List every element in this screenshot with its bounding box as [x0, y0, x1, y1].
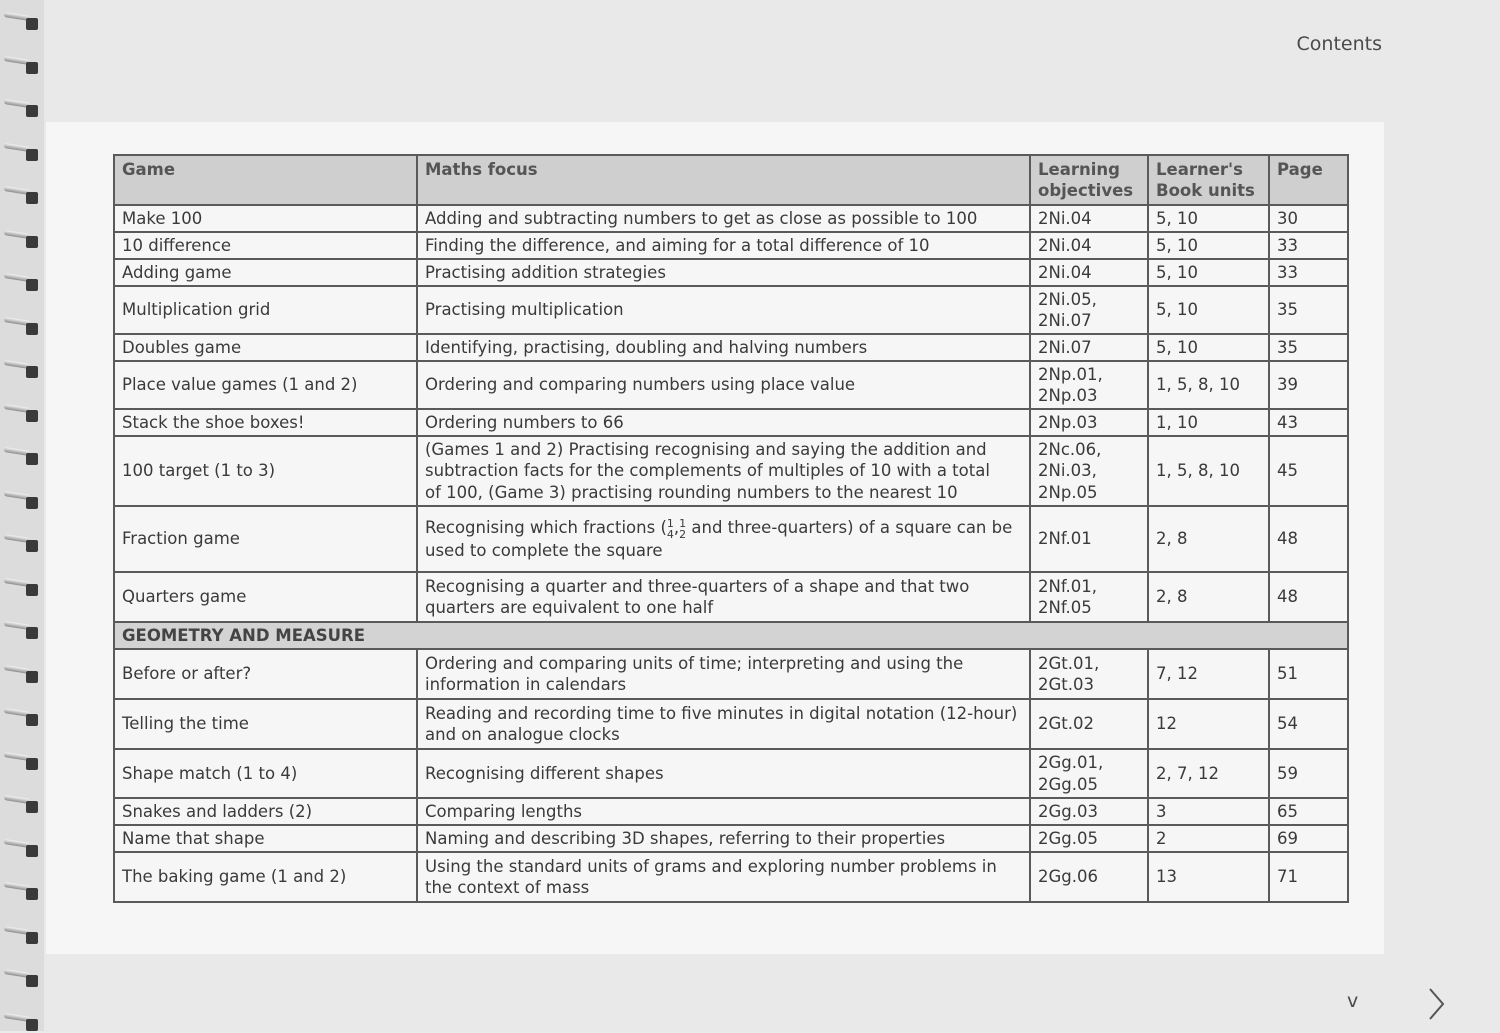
cell-page: 45	[1269, 436, 1348, 506]
spiral-coil	[4, 750, 38, 772]
cell-game: Quarters game	[114, 572, 417, 622]
cell-game: Before or after?	[114, 649, 417, 699]
spiral-coil	[4, 10, 38, 32]
chevron-right-icon[interactable]	[1424, 986, 1448, 1022]
table-row	[114, 825, 1348, 852]
cell-page: 35	[1269, 286, 1348, 334]
cell-units: 13	[1148, 852, 1269, 902]
cell-game: Multiplication grid	[114, 286, 417, 334]
table-row	[114, 436, 1348, 506]
cell-objectives: 2Ni.04	[1030, 205, 1148, 232]
table-row	[114, 409, 1348, 436]
spiral-coil	[4, 880, 38, 902]
cell-units: 2	[1148, 825, 1269, 852]
spiral-coil	[4, 576, 38, 598]
cell-focus: Recognising a quarter and three-quarters of a shape and that two quarters are equivalent to one half	[417, 572, 1030, 622]
cell-objectives: 2Nc.06, 2Ni.03, 2Np.05	[1030, 436, 1148, 506]
cell-units: 5, 10	[1148, 205, 1269, 232]
cell-focus: Finding the difference, and aiming for a total difference of 10	[417, 232, 1030, 259]
cell-game: Snakes and ladders (2)	[114, 798, 417, 825]
cell-focus	[417, 506, 1030, 572]
cell-units: 5, 10	[1148, 232, 1269, 259]
cell-focus: Ordering numbers to 66	[417, 409, 1030, 436]
table-row	[114, 649, 1348, 699]
table-row	[114, 572, 1348, 622]
cell-game: The baking game (1 and 2)	[114, 852, 417, 902]
table-row	[114, 334, 1348, 361]
spiral-coil	[4, 402, 38, 424]
spiral-binding	[0, 0, 44, 1031]
cell-objectives: 2Gg.03	[1030, 798, 1148, 825]
cell-page: 65	[1269, 798, 1348, 825]
spiral-coil	[4, 141, 38, 163]
cell-page: 43	[1269, 409, 1348, 436]
fraction-denominator: 2	[679, 527, 687, 541]
table-row	[114, 506, 1348, 572]
cell-page: 71	[1269, 852, 1348, 902]
cell-page: 54	[1269, 699, 1348, 749]
cell-page: 69	[1269, 825, 1348, 852]
fraction-one-quarter	[667, 518, 674, 540]
spiral-coil	[4, 967, 38, 989]
cell-objectives: 2Gg.06	[1030, 852, 1148, 902]
cell-game: 100 target (1 to 3)	[114, 436, 417, 506]
cell-units: 2, 8	[1148, 572, 1269, 622]
spiral-coil	[4, 315, 38, 337]
cell-game: 10 difference	[114, 232, 417, 259]
table-row	[114, 699, 1348, 749]
cell-objectives: 2Ni.07	[1030, 334, 1148, 361]
cell-objectives: 2Ni.05, 2Ni.07	[1030, 286, 1148, 334]
cell-objectives: 2Gt.02	[1030, 699, 1148, 749]
cell-objectives: 2Np.03	[1030, 409, 1148, 436]
contents-table	[113, 154, 1349, 903]
cell-page: 35	[1269, 334, 1348, 361]
fraction-numerator: 1	[666, 516, 674, 530]
cell-focus: Adding and subtracting numbers to get as close as possible to 100	[417, 205, 1030, 232]
cell-focus: Ordering and comparing units of time; interpreting and using the information in calendars	[417, 649, 1030, 699]
cell-game: Fraction game	[114, 506, 417, 572]
cell-objectives: 2Gt.01, 2Gt.03	[1030, 649, 1148, 699]
cell-game: Shape match (1 to 4)	[114, 749, 417, 798]
spiral-coil	[4, 489, 38, 511]
cell-focus: Practising multiplication	[417, 286, 1030, 334]
focus-text-pre: Recognising which fractions (	[425, 518, 667, 538]
cell-units: 2, 7, 12	[1148, 749, 1269, 798]
cell-units: 1, 5, 8, 10	[1148, 436, 1269, 506]
cell-objectives: 2Np.01, 2Np.03	[1030, 361, 1148, 409]
cell-objectives: 2Ni.04	[1030, 232, 1148, 259]
cell-units: 3	[1148, 798, 1269, 825]
spiral-coil	[4, 663, 38, 685]
cell-units: 5, 10	[1148, 334, 1269, 361]
table-row	[114, 259, 1348, 286]
cell-page: 33	[1269, 259, 1348, 286]
column-header-maths-focus: Maths focus	[417, 155, 1030, 205]
cell-focus: Naming and describing 3D shapes, referring to their properties	[417, 825, 1030, 852]
cell-units: 12	[1148, 699, 1269, 749]
cell-focus: Identifying, practising, doubling and halving numbers	[417, 334, 1030, 361]
column-header-learners-book-units: Learner's Book units	[1148, 155, 1269, 205]
spiral-coil	[4, 97, 38, 119]
cell-objectives: 2Nf.01, 2Nf.05	[1030, 572, 1148, 622]
spiral-coil	[4, 706, 38, 728]
cell-focus: Ordering and comparing numbers using place value	[417, 361, 1030, 409]
table-header-row	[114, 155, 1348, 205]
spiral-coil	[4, 358, 38, 380]
cell-game: Place value games (1 and 2)	[114, 361, 417, 409]
spiral-coil	[4, 184, 38, 206]
spiral-coil	[4, 619, 38, 641]
spiral-coil	[4, 837, 38, 859]
cell-units: 1, 5, 8, 10	[1148, 361, 1269, 409]
header-title: Contents	[1296, 33, 1382, 55]
cell-page: 39	[1269, 361, 1348, 409]
table-row	[114, 361, 1348, 409]
cell-page: 59	[1269, 749, 1348, 798]
cell-focus: Comparing lengths	[417, 798, 1030, 825]
fraction-denominator: 4	[666, 527, 674, 541]
spiral-coil	[4, 228, 38, 250]
cell-focus: Using the standard units of grams and exploring number problems in the context of mass	[417, 852, 1030, 902]
cell-focus: Reading and recording time to five minutes in digital notation (12-hour) and on analogue clocks	[417, 699, 1030, 749]
column-header-game: Game	[114, 155, 417, 205]
table-row	[114, 798, 1348, 825]
fraction-separator: ,	[673, 518, 680, 538]
cell-units: 2, 8	[1148, 506, 1269, 572]
cell-game: Telling the time	[114, 699, 417, 749]
spiral-coil	[4, 445, 38, 467]
page-number: v	[1347, 990, 1359, 1012]
cell-objectives: 2Ni.04	[1030, 259, 1148, 286]
cell-units: 1, 10	[1148, 409, 1269, 436]
table-row	[114, 749, 1348, 798]
section-heading-row	[114, 622, 1348, 649]
focus-text-post: and three-quarters) of a square can be used to complete the square	[425, 518, 1013, 560]
cell-page: 48	[1269, 572, 1348, 622]
cell-game: Doubles game	[114, 334, 417, 361]
cell-objectives: 2Nf.01	[1030, 506, 1148, 572]
cell-page: 33	[1269, 232, 1348, 259]
cell-objectives: 2Gg.05	[1030, 825, 1148, 852]
fraction-numerator: 1	[679, 516, 687, 530]
cell-units: 7, 12	[1148, 649, 1269, 699]
cell-page: 30	[1269, 205, 1348, 232]
cell-game: Adding game	[114, 259, 417, 286]
cell-units: 5, 10	[1148, 286, 1269, 334]
cell-focus: Practising addition strategies	[417, 259, 1030, 286]
cell-game: Name that shape	[114, 825, 417, 852]
spiral-coil	[4, 54, 38, 76]
table-row	[114, 205, 1348, 232]
spiral-coil	[4, 271, 38, 293]
column-header-page: Page	[1269, 155, 1348, 205]
cell-game: Stack the shoe boxes!	[114, 409, 417, 436]
column-header-learning-objectives: Learning objectives	[1030, 155, 1148, 205]
cell-units: 5, 10	[1148, 259, 1269, 286]
spiral-coil	[4, 924, 38, 946]
spiral-coil	[4, 532, 38, 554]
cell-page: 51	[1269, 649, 1348, 699]
cell-focus: Recognising different shapes	[417, 749, 1030, 798]
table-row	[114, 232, 1348, 259]
table-row	[114, 852, 1348, 902]
spiral-coil	[4, 1011, 38, 1033]
table-row	[114, 286, 1348, 334]
cell-focus: (Games 1 and 2) Practising recognising and saying the addition and subtraction facts for the complements of multiples of 10 with a total of 100, (Game 3) practising rounding numbers to the nearest 10	[417, 436, 1030, 506]
spiral-coil	[4, 793, 38, 815]
cell-page: 48	[1269, 506, 1348, 572]
section-heading: GEOMETRY AND MEASURE	[114, 622, 1348, 649]
cell-objectives: 2Gg.01, 2Gg.05	[1030, 749, 1148, 798]
cell-game: Make 100	[114, 205, 417, 232]
